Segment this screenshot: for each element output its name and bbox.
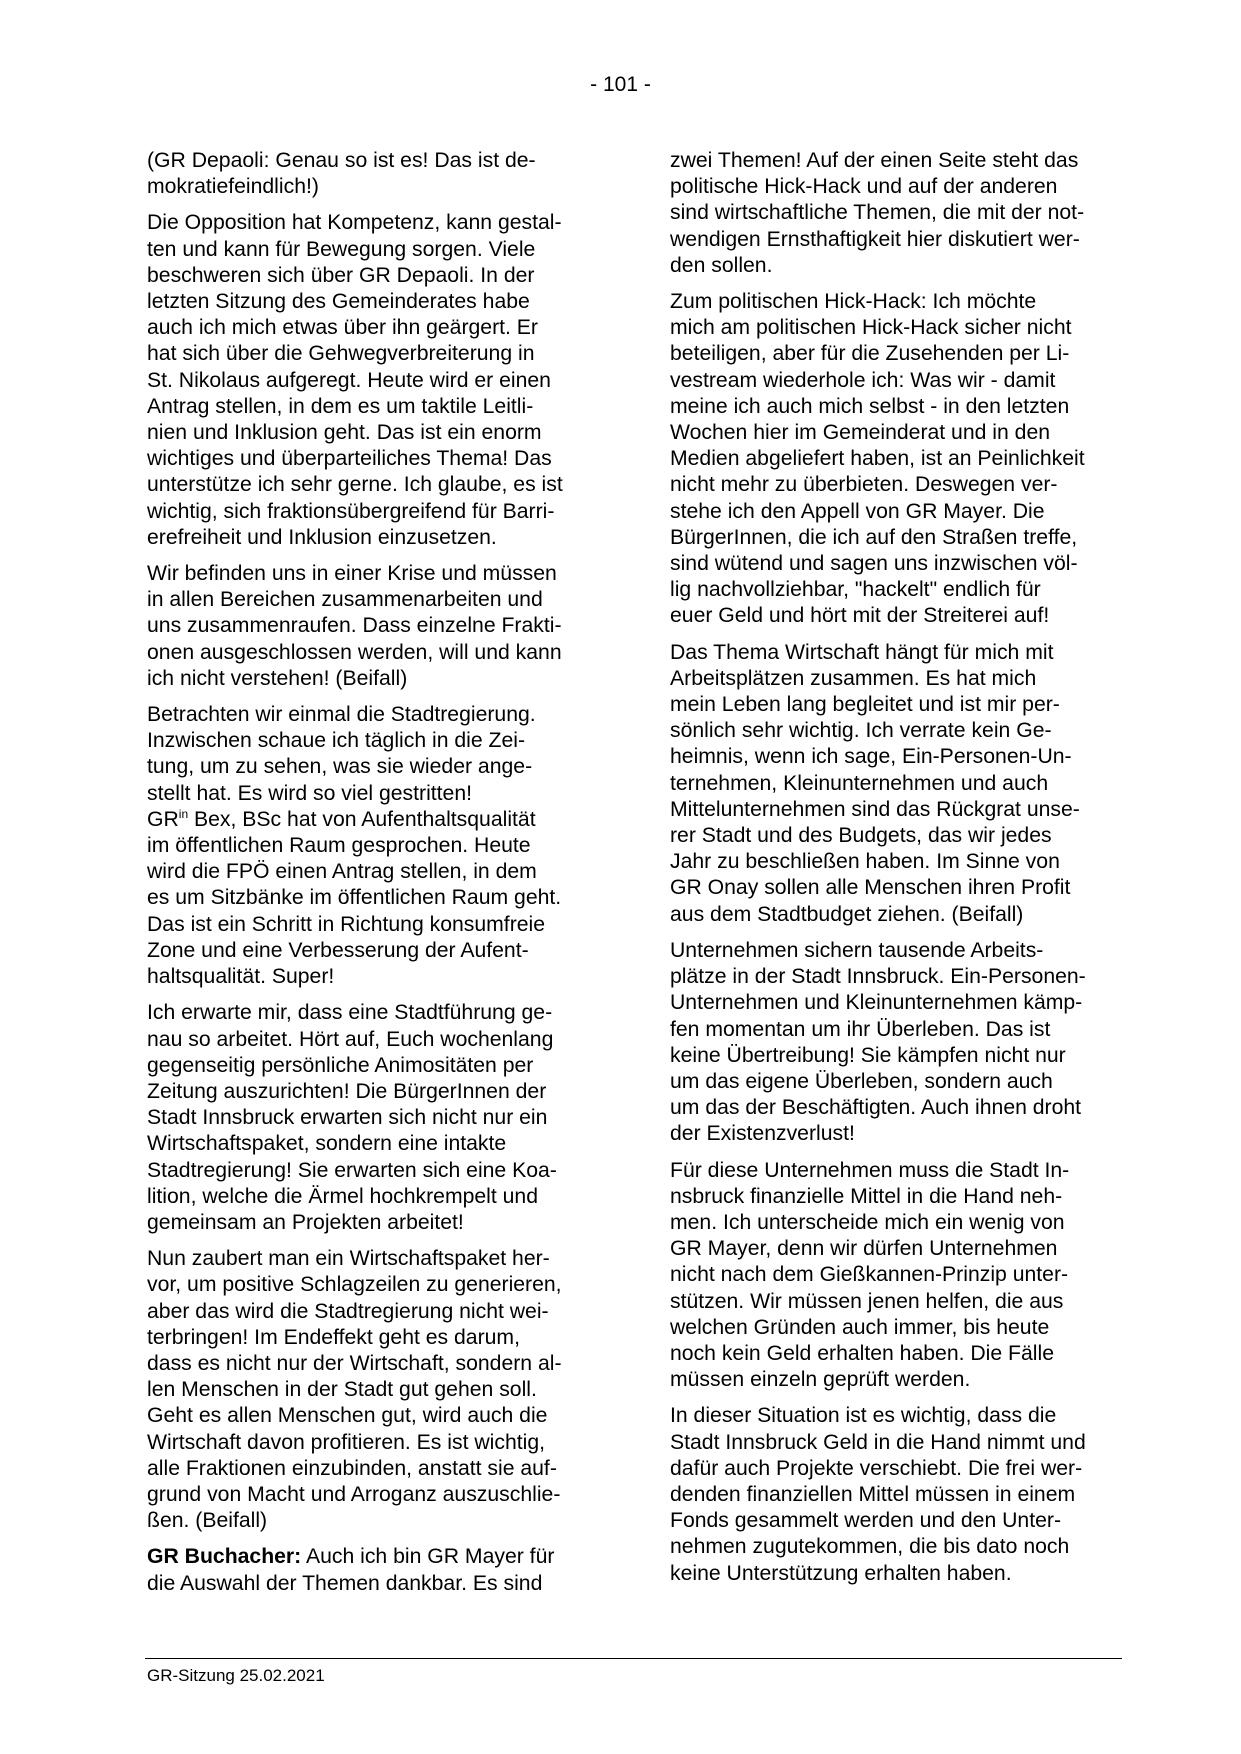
text-line: gemeinsam an Projekten arbeitet! xyxy=(147,1210,464,1234)
text-line: zwei Themen! Auf der einen Seite steht das xyxy=(670,149,1079,172)
text-line: stellt hat. Es wird so viel gestritten! xyxy=(147,781,473,805)
text-line: sind wütend und sagen uns inzwischen völ- xyxy=(670,552,1078,576)
text-line: men. Ich unterscheide mich ein wenig von xyxy=(670,1210,1065,1234)
paragraph xyxy=(670,640,1122,928)
text-line: ßen. (Beifall) xyxy=(147,1509,268,1533)
text-line: Stadt Innsbruck erwarten sich nicht nur ein xyxy=(147,1106,548,1130)
text-line: im öffentlichen Raum gesprochen. Heute xyxy=(147,834,531,858)
text-line: mein Leben lang begleitet und ist mir per- xyxy=(670,693,1060,717)
paragraph xyxy=(147,1000,599,1236)
paragraph xyxy=(147,148,599,200)
text-line: nien und Inklusion geht. Das ist ein enorm xyxy=(147,421,542,445)
text-line: beteiligen, aber für die Zusehenden per Li- xyxy=(670,342,1070,366)
text-line: dafür auch Projekte verschiebt. Die frei wer- xyxy=(670,1456,1083,1480)
text-line: Unternehmen sichern tausende Arbeits- xyxy=(670,938,1044,962)
text-line: keine Unterstützung erhalten haben. xyxy=(670,1561,1012,1585)
text-line: mich am politischen Hick-Hack sicher nicht xyxy=(670,316,1072,340)
text-line: (GR Depaoli: Genau so ist es! Das ist de- xyxy=(147,149,536,172)
text-line: noch kein Geld erhalten haben. Die Fälle xyxy=(670,1341,1054,1365)
paragraph xyxy=(147,210,599,551)
gr-rest: Bex, BSc hat von Aufenthaltsqualität xyxy=(188,807,536,831)
page-number: - 101 - xyxy=(590,73,651,96)
text-line: St. Nikolaus aufgeregt. Heute wird er einen xyxy=(147,368,551,392)
text-line: mokratiefeindlich!) xyxy=(147,175,319,199)
text-line: Stadt Innsbruck Geld in die Hand nimmt und xyxy=(670,1430,1086,1454)
text-line: len Menschen in der Stadt gut gehen soll. xyxy=(147,1378,537,1402)
right-column xyxy=(670,148,1122,1597)
text-line: Zum politischen Hick-Hack: Ich möchte xyxy=(670,290,1037,314)
footer-session-date: GR-Sitzung 25.02.2021 xyxy=(147,1666,325,1685)
text-line-gr-in xyxy=(147,807,599,833)
gr-prefix: GR xyxy=(147,807,179,831)
text-line: aus dem Stadtbudget ziehen. (Beifall) xyxy=(670,902,1024,926)
text-line: lig nachvollziehbar, "hackelt" endlich für xyxy=(670,578,1041,602)
text-line: wichtig, sich fraktionsübergreifend für Barri- xyxy=(147,499,555,523)
text-line: sönlich sehr wichtig. Ich verrate kein Ge- xyxy=(670,719,1052,743)
text-line: nicht nach dem Gießkannen-Prinzip unter- xyxy=(670,1263,1069,1287)
text-line: Ich erwarte mir, dass eine Stadtführung ge- xyxy=(147,1001,553,1025)
text-line: ich nicht verstehen! (Beifall) xyxy=(147,666,408,690)
text-line: Zone und eine Verbesserung der Aufent- xyxy=(147,938,529,962)
text-line: Die Opposition hat Kompetenz, kann gestal- xyxy=(147,211,562,235)
text-line: uns zusammenraufen. Dass einzelne Frakti- xyxy=(147,614,562,638)
paragraph xyxy=(670,289,1122,630)
paragraph xyxy=(670,1158,1122,1394)
text-line: politische Hick-Hack und auf der anderen xyxy=(670,175,1058,199)
text-line: erefreiheit und Inklusion einzusetzen. xyxy=(147,525,497,549)
text-line: haltsqualität. Super! xyxy=(147,965,335,989)
text-line: ternehmen, Kleinunternehmen und auch xyxy=(670,771,1049,795)
text-line: Das Thema Wirtschaft hängt für mich mit xyxy=(670,640,1054,664)
text-line: GR Onay sollen alle Menschen ihren Profit xyxy=(670,876,1071,900)
text-line: der Existenzverlust! xyxy=(670,1122,855,1146)
text-line: den sollen. xyxy=(670,253,773,277)
text-line: lition, welche die Ärmel hochkrempelt und xyxy=(147,1184,538,1208)
text-line: Betrachten wir einmal die Stadtregierung. xyxy=(147,703,536,727)
text-line: beschweren sich über GR Depaoli. In der xyxy=(147,263,535,287)
text-line: wichtiges und überparteiliches Thema! Das xyxy=(147,447,552,471)
text-line: Stadtregierung! Sie erwarten sich eine Koa- xyxy=(147,1158,557,1182)
text-line: stützen. Wir müssen jenen helfen, die aus xyxy=(670,1289,1064,1313)
text-line: nehmen zugutekommen, die bis dato noch xyxy=(670,1535,1070,1559)
text-line: Wochen hier im Gemeinderat und in den xyxy=(670,421,1051,445)
text-line: tung, um zu sehen, was sie wieder ange- xyxy=(147,755,533,779)
text-line: alle Fraktionen einzubinden, anstatt sie auf- xyxy=(147,1456,557,1480)
text-line: ten und kann für Bewegung sorgen. Viele xyxy=(147,237,536,261)
text-line: Arbeitsplätzen zusammen. Es hat mich xyxy=(670,666,1037,690)
text-line: Wir befinden uns in einer Krise und müssen xyxy=(147,562,557,586)
text-line: aber das wird die Stadtregierung nicht wei- xyxy=(147,1299,549,1323)
text-line: GR Mayer, denn wir dürfen Unternehmen xyxy=(670,1237,1058,1261)
text-line: auch ich mich etwas über ihn geärgert. Er xyxy=(147,316,538,340)
text-line: nsbruck finanzielle Mittel in die Hand neh- xyxy=(670,1184,1063,1208)
text-line: Nun zaubert man ein Wirtschaftspaket her- xyxy=(147,1247,550,1271)
paragraph xyxy=(147,561,599,692)
text-line: hat sich über die Gehwegverbreiterung in xyxy=(147,342,535,366)
text-line: Inzwischen schaue ich täglich in die Zei- xyxy=(147,729,526,753)
text-line: BürgerInnen, die ich auf den Straßen treffe, xyxy=(670,525,1078,549)
text-line: Mittelunternehmen sind das Rückgrat unse- xyxy=(670,797,1080,821)
text-line: Antrag stellen, in dem es um taktile Leitli- xyxy=(147,394,534,418)
left-column xyxy=(147,148,599,1607)
paragraph-buchacher xyxy=(147,1544,599,1596)
paragraph xyxy=(670,938,1122,1148)
text-line: euer Geld und hört mit der Streiterei auf! xyxy=(670,604,1050,628)
paragraph xyxy=(147,1246,599,1534)
text-line: meine ich auch mich selbst - in den letzten xyxy=(670,394,1070,418)
text-line: Wirtschaft davon profitieren. Es ist wichtig, xyxy=(147,1430,546,1454)
text-line: keine Übertreibung! Sie kämpfen nicht nur xyxy=(670,1043,1066,1067)
text-line: es um Sitzbänke im öffentlichen Raum geht. xyxy=(147,886,562,910)
text-line: onen ausgeschlossen werden, will und kann xyxy=(147,640,562,664)
text-line: Medien abgeliefert haben, ist an Peinlichkeit xyxy=(670,447,1085,471)
text-line: Jahr zu beschließen haben. Im Sinne von xyxy=(670,850,1060,874)
text-line: nau so arbeitet. Hört auf, Euch wochenlang xyxy=(147,1027,554,1051)
text-line: welchen Gründen auch immer, bis heute xyxy=(670,1315,1050,1339)
text-line: Unternehmen und Kleinunternehmen kämp- xyxy=(670,991,1083,1015)
text-line xyxy=(147,1544,599,1570)
text-line: denden finanziellen Mittel müssen in einem xyxy=(670,1482,1076,1506)
speaker-text: Auch ich bin GR Mayer für xyxy=(301,1545,555,1569)
text-line: müssen einzeln geprüft werden. xyxy=(670,1368,971,1392)
text-line: stehe ich den Appell von GR Mayer. Die xyxy=(670,499,1045,523)
text-line: In dieser Situation ist es wichtig, dass die xyxy=(670,1404,1057,1428)
text-line: um das eigene Überleben, sondern auch xyxy=(670,1069,1053,1093)
text-line: dass es nicht nur der Wirtschaft, sondern al- xyxy=(147,1351,562,1375)
text-line: rer Stadt und des Budgets, das wir jedes xyxy=(670,824,1052,848)
paragraph xyxy=(147,702,599,990)
text-line: terbringen! Im Endeffekt geht es darum, xyxy=(147,1325,520,1349)
text-line: Geht es allen Menschen gut, wird auch die xyxy=(147,1404,548,1428)
text-line: die Auswahl der Themen dankbar. Es sind xyxy=(147,1571,543,1595)
text-line: plätze in der Stadt Innsbruck. Ein-Personen- xyxy=(670,965,1086,989)
text-line: nicht mehr zu überbieten. Deswegen ver- xyxy=(670,473,1058,497)
text-line: um das der Beschäftigten. Auch ihnen droht xyxy=(670,1096,1082,1120)
paragraph xyxy=(670,148,1122,279)
speaker-name: GR Buchacher: xyxy=(147,1545,302,1569)
text-line: in allen Bereichen zusammenarbeiten und xyxy=(147,588,543,612)
text-line: vor, um positive Schlagzeilen zu generieren, xyxy=(147,1273,562,1297)
text-line: wendigen Ernsthaftigkeit hier diskutiert wer- xyxy=(670,227,1080,251)
text-line: Das ist ein Schritt in Richtung konsumfreie xyxy=(147,912,546,936)
text-line: unterstütze ich sehr gerne. Ich glaube, es ist xyxy=(147,473,563,497)
text-line: fen momentan um ihr Überleben. Das ist xyxy=(670,1017,1051,1041)
footer-divider xyxy=(145,1658,1122,1659)
text-line: letzten Sitzung des Gemeinderates habe xyxy=(147,290,530,314)
text-line: Wirtschaftspaket, sondern eine intakte xyxy=(147,1132,507,1156)
text-line: vestream wiederhole ich: Was wir - damit xyxy=(670,368,1056,392)
paragraph xyxy=(670,1403,1122,1586)
text-line: wird die FPÖ einen Antrag stellen, in dem xyxy=(147,860,537,884)
gr-superscript: in xyxy=(178,806,189,821)
text-line: heimnis, wenn ich sage, Ein-Personen-Un- xyxy=(670,745,1072,769)
text-line: Zeitung auszurichten! Die BürgerInnen der xyxy=(147,1079,547,1103)
text-line: gegenseitig persönliche Animositäten per xyxy=(147,1053,534,1077)
text-line: sind wirtschaftliche Themen, die mit der not- xyxy=(670,201,1085,225)
text-line: Für diese Unternehmen muss die Stadt In- xyxy=(670,1158,1070,1182)
text-line: grund von Macht und Arroganz auszuschlie- xyxy=(147,1482,561,1506)
text-line: Fonds gesammelt werden und den Unter- xyxy=(670,1509,1061,1533)
